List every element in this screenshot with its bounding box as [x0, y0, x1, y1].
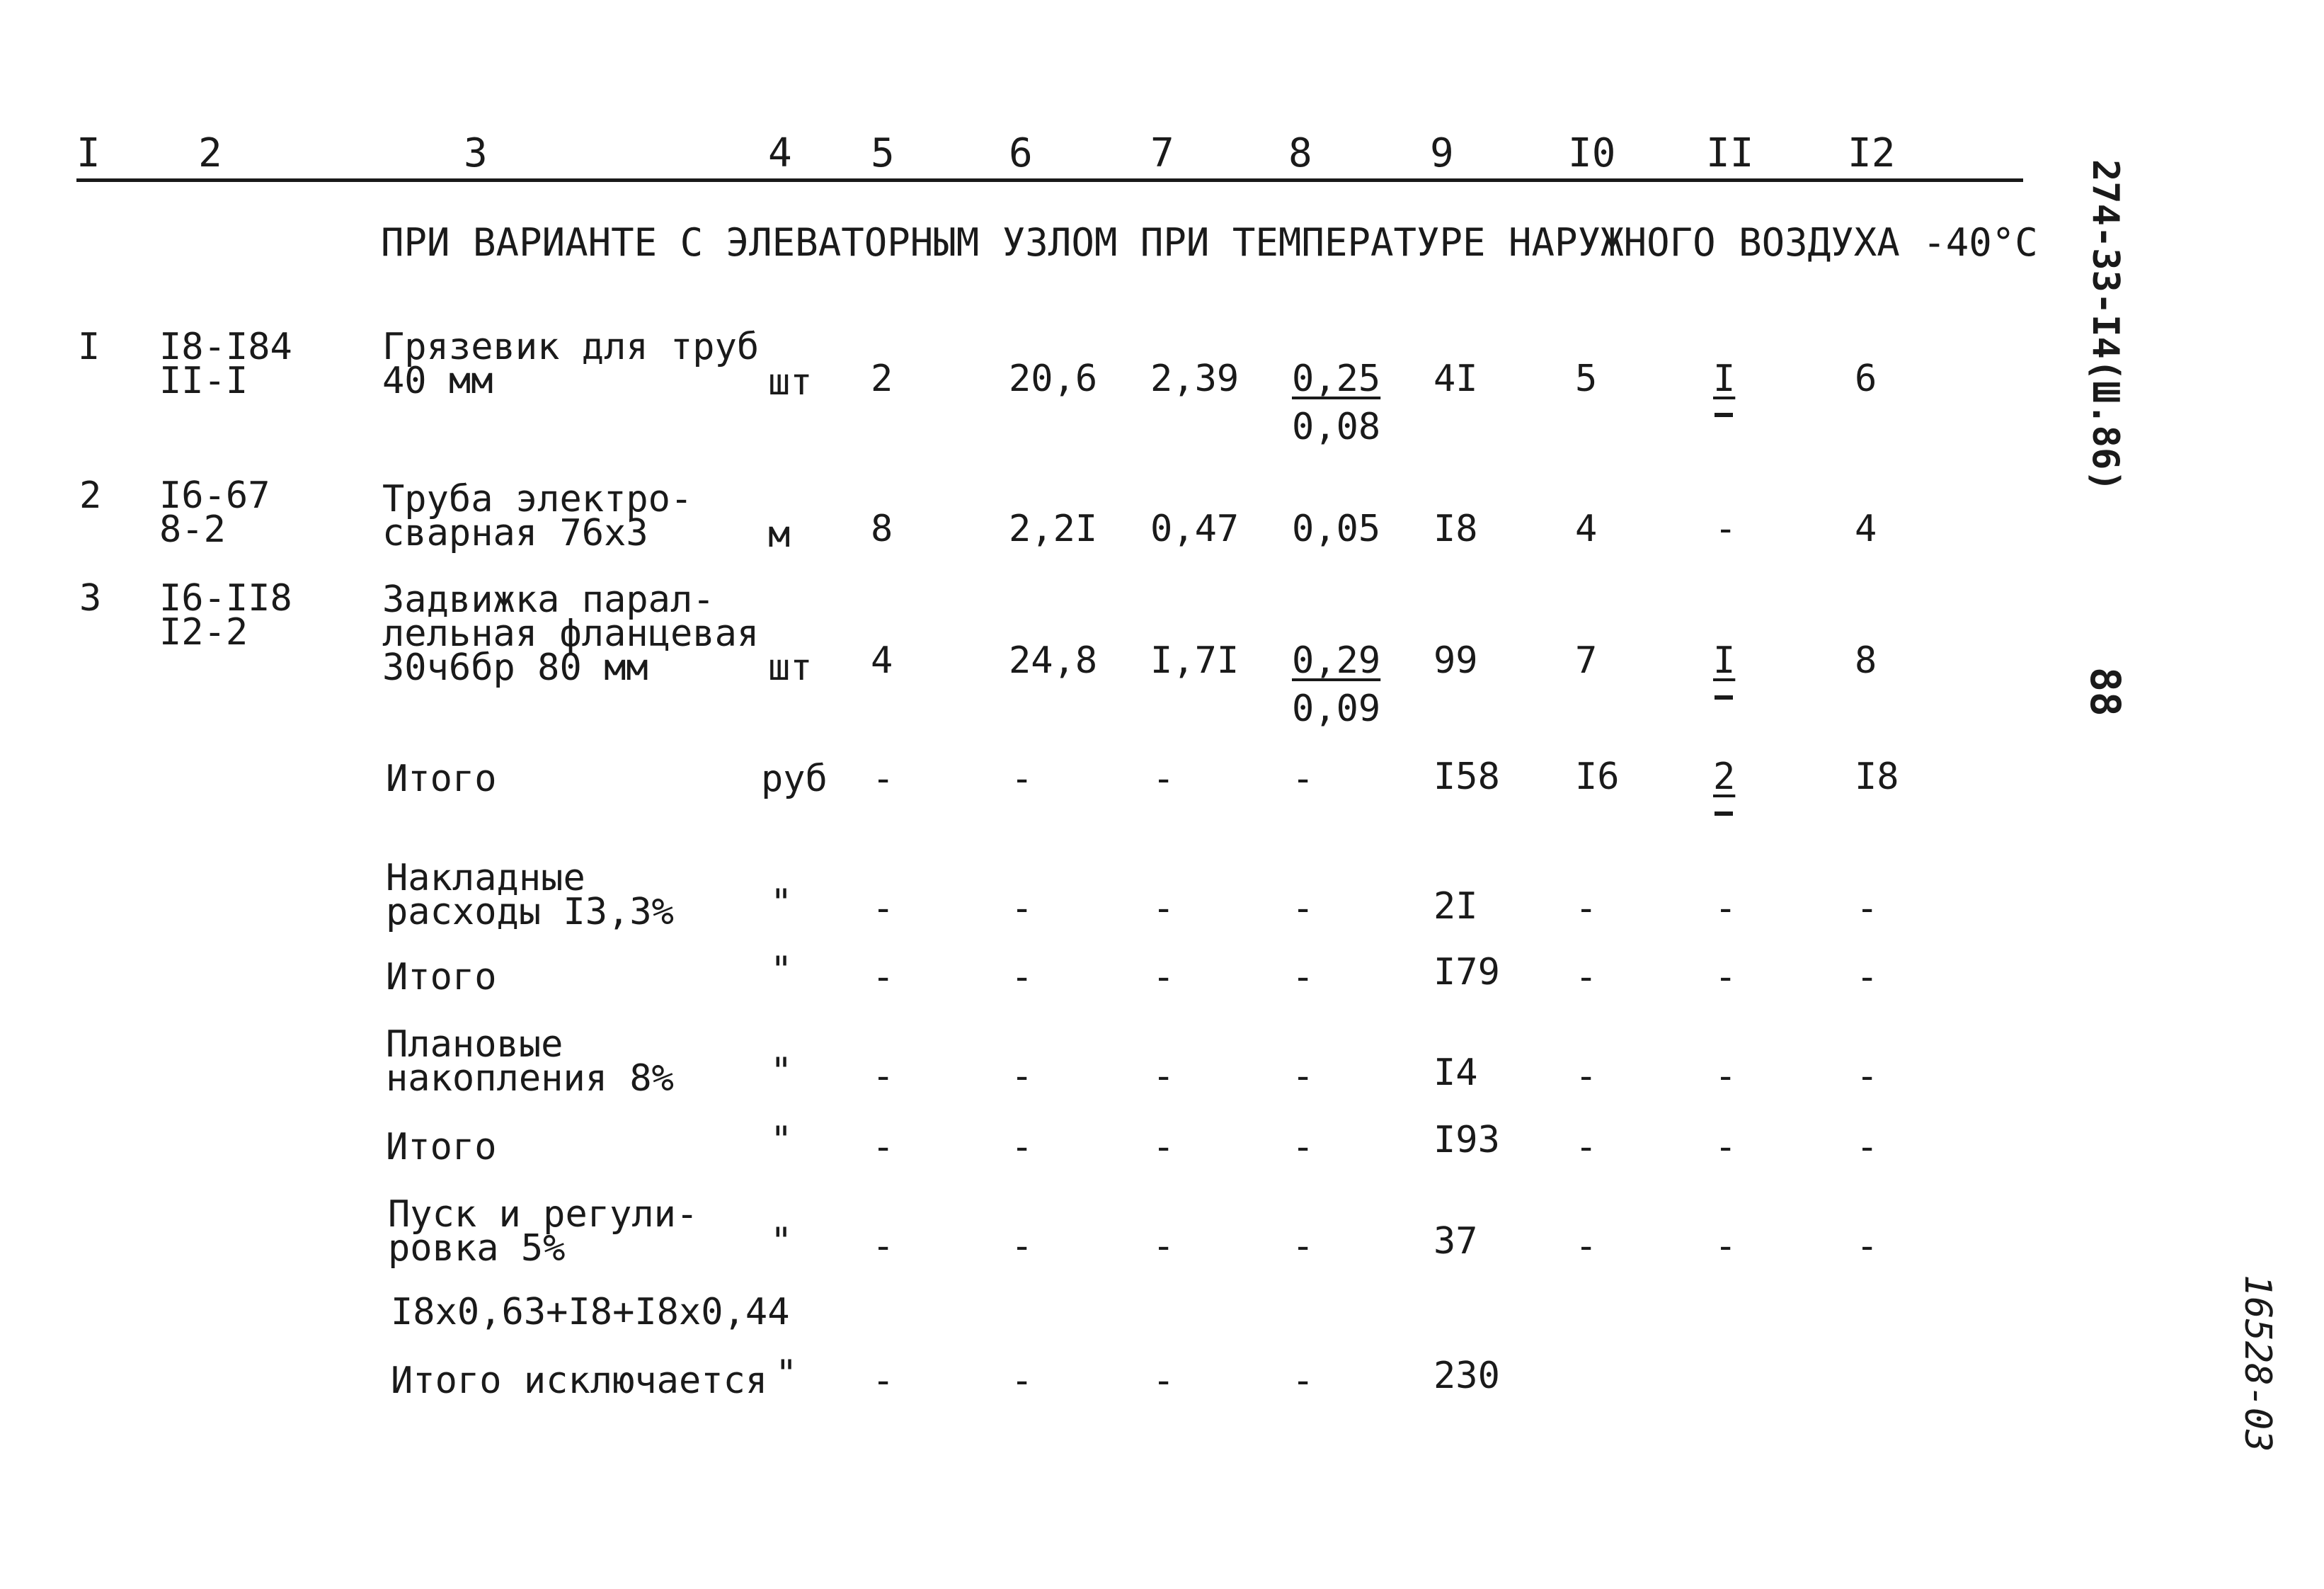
col-header-8: 8: [1288, 130, 1312, 176]
row-number: I: [78, 326, 101, 368]
cell-9: I79: [1433, 951, 1500, 993]
cell-11-dash: [1715, 413, 1733, 417]
cell-9: 2I: [1433, 885, 1478, 928]
cell-10: -: [1575, 1126, 1598, 1168]
calculation-formula: I8x0,63+I8+I8x0,44: [391, 1291, 790, 1333]
cell-8: -: [1292, 887, 1315, 930]
cell-6: -: [1011, 758, 1034, 800]
col-header-3: 3: [464, 130, 488, 176]
unit: шт: [768, 647, 813, 689]
cell-10: -: [1575, 956, 1598, 998]
cell-7: -: [1152, 956, 1175, 998]
cell-8-top: 0,25: [1292, 358, 1381, 400]
col-header-2: 2: [198, 130, 222, 176]
total-label-cont: расходы I3,3%: [386, 891, 674, 933]
page-number: 88: [2081, 667, 2129, 717]
norm-code: I6-II8: [159, 577, 292, 620]
cell-11: -: [1715, 1055, 1737, 1098]
norm-code-sub: 8-2: [159, 508, 226, 551]
cell-11: -: [1715, 956, 1737, 998]
norm-code-sub: II-I: [159, 360, 248, 402]
cell-10: -: [1575, 1055, 1598, 1098]
cell-8-bottom: 0,08: [1292, 406, 1381, 448]
cell-12: I8: [1855, 756, 1899, 798]
cell-11: -: [1715, 1126, 1737, 1168]
total-label: Итого: [386, 956, 497, 998]
col-header-9: 9: [1430, 130, 1454, 176]
cell-5: 8: [871, 508, 893, 550]
cell-6: -: [1011, 956, 1034, 998]
cell-5: 2: [871, 358, 893, 400]
col-header-10: I0: [1568, 130, 1616, 176]
total-label: Накладные: [386, 857, 585, 899]
cell-8: -: [1292, 1126, 1315, 1168]
item-name: Грязевик для труб: [382, 326, 760, 368]
cell-8-bottom: 0,09: [1292, 688, 1381, 730]
total-label: Итого: [386, 1126, 497, 1168]
col-header-12: I2: [1848, 130, 1896, 176]
header-rule: [76, 178, 2023, 182]
cell-9: I8: [1433, 508, 1478, 550]
cell-10: -: [1575, 887, 1598, 930]
cell-7: -: [1152, 1360, 1175, 1402]
cell-6: -: [1011, 1360, 1034, 1402]
cell-7: -: [1152, 887, 1175, 930]
total-label: Плановые: [386, 1023, 563, 1066]
norm-code: I8-I84: [159, 326, 292, 368]
cell-7: -: [1152, 1225, 1175, 1268]
cell-7: -: [1152, 1126, 1175, 1168]
cell-10: 4: [1575, 508, 1598, 550]
item-name-cont: сварная 76x3: [382, 512, 648, 554]
cell-5: -: [872, 1126, 895, 1168]
cell-5: 4: [871, 639, 893, 682]
unit: ": [770, 1119, 793, 1161]
cell-11-dash: [1715, 695, 1733, 700]
cell-12: -: [1856, 887, 1879, 930]
cell-11: I: [1713, 639, 1736, 682]
cell-7: -: [1152, 758, 1175, 800]
cell-6: 24,8: [1009, 639, 1098, 682]
cell-12: -: [1856, 956, 1879, 998]
item-name: Труба электро-: [382, 478, 693, 520]
cell-7: 0,47: [1150, 508, 1240, 550]
cell-12: -: [1856, 1126, 1879, 1168]
cell-8: -: [1292, 1055, 1315, 1098]
cell-7: I,7I: [1150, 639, 1240, 682]
cell-12: -: [1856, 1225, 1879, 1268]
unit: шт: [768, 361, 813, 404]
document-code-vertical: 274-33-I4(Ш.86): [2084, 159, 2126, 492]
total-label: Итого: [386, 758, 497, 800]
final-total-label: Итого исключается: [391, 1360, 768, 1402]
cell-9: I93: [1433, 1119, 1500, 1161]
col-header-6: 6: [1009, 130, 1033, 176]
cell-6: 20,6: [1009, 358, 1098, 400]
cell-8: -: [1292, 758, 1315, 800]
cell-5: -: [872, 1225, 895, 1268]
cell-12: 8: [1855, 639, 1877, 682]
unit: ": [770, 1050, 793, 1093]
section-title: ПРИ ВАРИАНТЕ С ЭЛЕВАТОРНЫМ УЗЛОМ ПРИ ТЕМПЕРАТУРЕ НАРУЖНОГО ВОЗДУХА -40°С: [381, 220, 2038, 265]
cell-5: -: [872, 1055, 895, 1098]
cell-12: 4: [1855, 508, 1877, 550]
cell-12: 6: [1855, 358, 1877, 400]
norm-code: I6-67: [159, 474, 270, 517]
cell-10: 5: [1575, 358, 1598, 400]
total-label: Пуск и регули-: [388, 1193, 699, 1236]
unit: м: [768, 513, 791, 556]
cell-11: -: [1715, 508, 1737, 550]
row-number: 2: [79, 474, 102, 517]
cell-9: 4I: [1433, 358, 1478, 400]
cell-10: -: [1575, 1225, 1598, 1268]
cell-5: -: [872, 887, 895, 930]
cell-9: I4: [1433, 1052, 1478, 1094]
unit: ": [770, 949, 793, 991]
cell-5: -: [872, 956, 895, 998]
cell-6: -: [1011, 1126, 1034, 1168]
cell-8: -: [1292, 956, 1315, 998]
cell-6: -: [1011, 1055, 1034, 1098]
cell-6: -: [1011, 1225, 1034, 1268]
item-name-cont2: 30ч6бр 80 мм: [382, 647, 648, 689]
item-name: Задвижка парал-: [382, 579, 715, 621]
cell-8: -: [1292, 1225, 1315, 1268]
cell-5: -: [872, 758, 895, 800]
cell-5: -: [872, 1360, 895, 1402]
cell-11: -: [1715, 887, 1737, 930]
cell-12: -: [1856, 1055, 1879, 1098]
norm-code-sub: I2-2: [159, 611, 248, 654]
cell-10: I6: [1575, 756, 1620, 798]
cell-11-dash: [1715, 811, 1733, 816]
cell-9: I58: [1433, 756, 1500, 798]
cell-8: 0,05: [1292, 508, 1381, 550]
cell-11: 2: [1713, 756, 1736, 798]
item-name-cont: лельная фланцевая: [382, 613, 760, 655]
cell-6: -: [1011, 887, 1034, 930]
unit: ": [775, 1352, 798, 1395]
col-header-1: I: [76, 130, 101, 176]
cell-9: 230: [1433, 1355, 1500, 1397]
total-label-cont: ровка 5%: [388, 1227, 566, 1270]
row-number: 3: [79, 577, 102, 620]
col-header-11: II: [1706, 130, 1754, 176]
cell-11: -: [1715, 1225, 1737, 1268]
col-header-5: 5: [871, 130, 895, 176]
cell-11: I: [1713, 358, 1736, 400]
cell-9: 37: [1433, 1220, 1478, 1263]
item-name-cont: 40 мм: [382, 360, 493, 402]
unit: ": [770, 1220, 793, 1263]
col-header-7: 7: [1150, 130, 1174, 176]
cell-9: 99: [1433, 639, 1478, 682]
unit: руб: [761, 758, 828, 800]
cell-6: 2,2I: [1009, 508, 1098, 550]
cell-10: 7: [1575, 639, 1598, 682]
cell-8: -: [1292, 1360, 1315, 1402]
cell-7: 2,39: [1150, 358, 1240, 400]
col-header-4: 4: [768, 130, 792, 176]
cell-7: -: [1152, 1055, 1175, 1098]
cell-8-top: 0,29: [1292, 639, 1381, 682]
unit: ": [770, 882, 793, 924]
total-label-cont: накопления 8%: [386, 1057, 674, 1100]
archive-number: 16528-03: [2236, 1275, 2279, 1452]
